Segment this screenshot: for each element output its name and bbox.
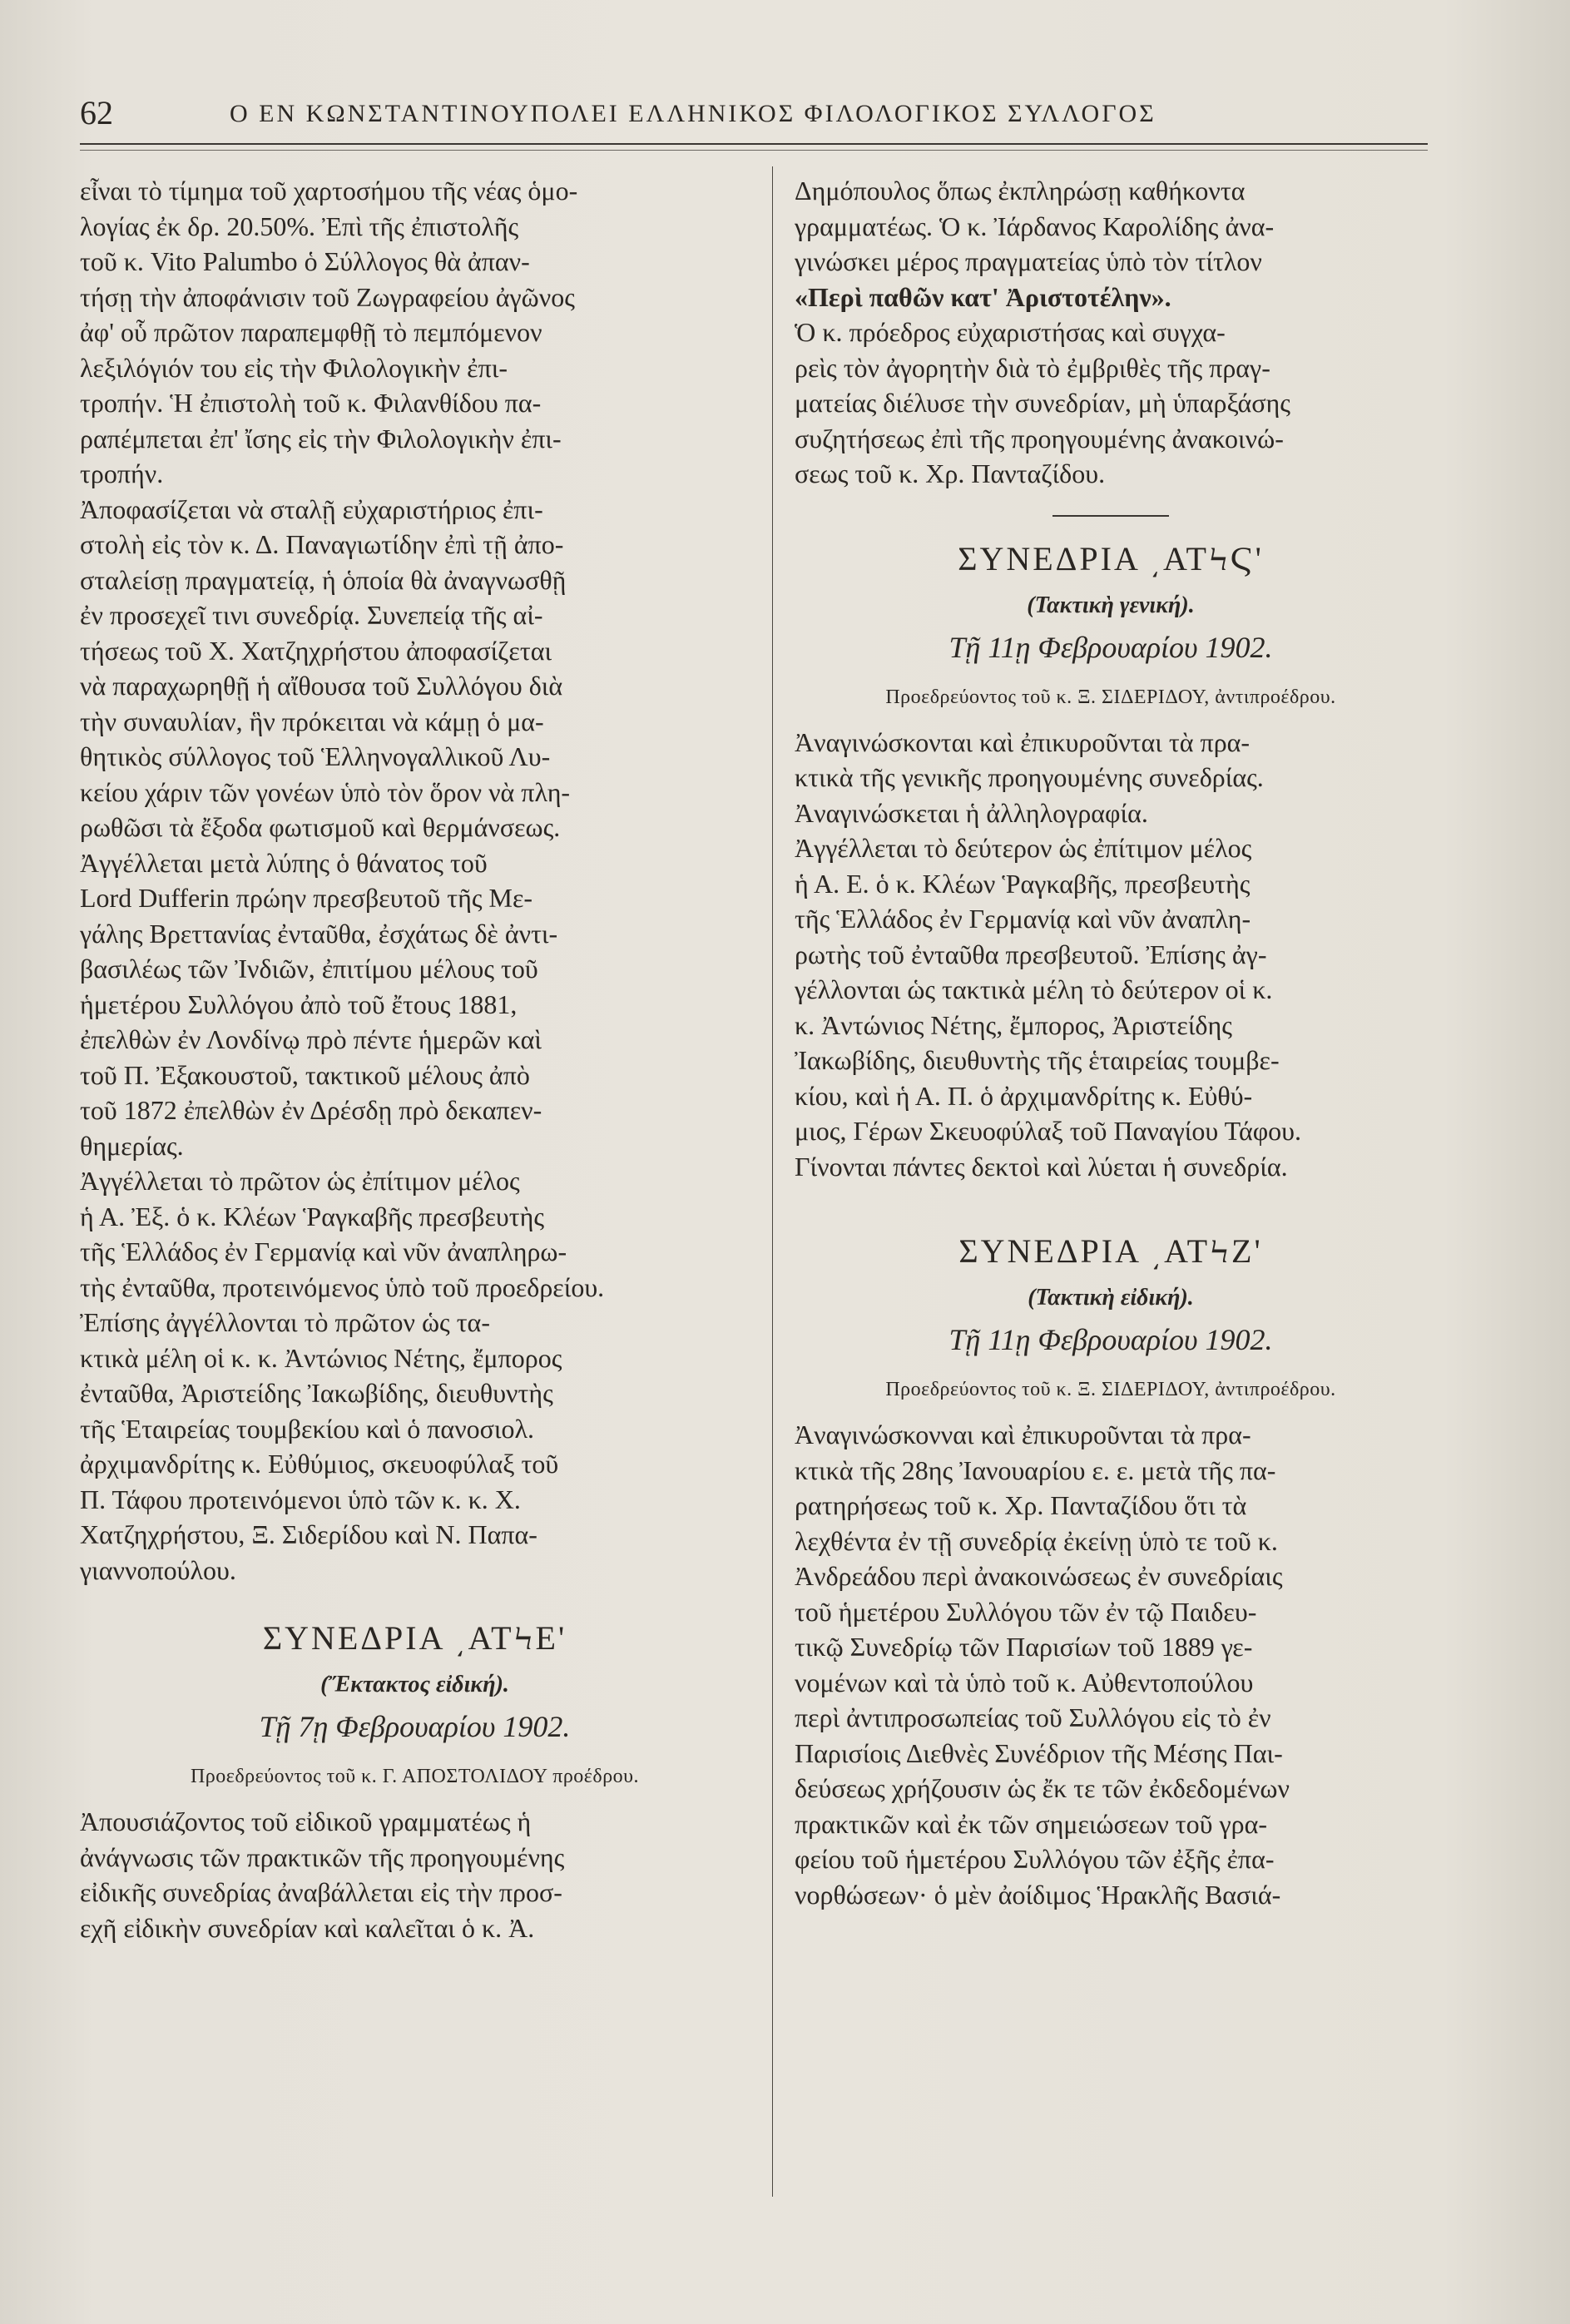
text-line: Παρισίοις Διεθνὲς Συνέδριον τῆς Μέσης Παι-	[795, 1737, 1283, 1768]
text-line: τοῦ ἡμετέρου Συλλόγου τῶν ἐν τῷ Παιδευ-	[795, 1596, 1257, 1627]
right-column	[795, 173, 1427, 1912]
text-line: Γίνονται πάντες δεκτοὶ καὶ λύεται ἡ συνεδρία.	[795, 1151, 1288, 1182]
text-line: ρεὶς τὸν ἀγορητὴν διὰ τὸ ἐμβριθὲς τῆς πραγ-	[795, 352, 1270, 383]
session-presiding: Προεδρεύοντος τοῦ κ. Γ. ΑΠΟΣΤΟΛΙΔΟΥ προέδρου.	[190, 1766, 640, 1787]
text-line: γινώσκει μέρος πραγματείας ὑπὸ τὸν τίτλον	[795, 246, 1262, 276]
text-line: ἡ Α. Ε. ὁ κ. Κλέων Ῥαγκαβῆς, πρεσβευτὴς	[795, 868, 1251, 899]
text-line: Ἀγγέλλεται μετὰ λύπης ὁ θάνατος τοῦ	[80, 847, 488, 878]
text-line: τοῦ Π. Ἐξακουστοῦ, τακτικοῦ μέλους ἀπὸ	[80, 1059, 530, 1090]
text-line: ἡμετέρου Συλλόγου ἀπὸ τοῦ ἔτους 1881,	[80, 989, 518, 1019]
text-line: λεξιλόγιόν του εἰς τὴν Φιλολογικὴν ἐπι-	[80, 352, 508, 383]
text-line: ἐν προσεχεῖ τινι συνεδρίᾳ. Συνεπείᾳ τῆς αἰ-	[80, 600, 543, 630]
text-line: εἰδικῆς συνεδρίας ἀναβάλλεται εἰς τὴν προσ-	[80, 1877, 562, 1907]
text-line: Ἀγγέλλεται τὸ δεύτερον ὡς ἐπίτιμον μέλος	[795, 833, 1252, 863]
text-line: τῆς Ἑταιρείας τουμβεκίου καὶ ὁ πανοσιολ.	[80, 1413, 535, 1444]
text-line: κτικὰ μέλη οἱ κ. κ. Ἀντώνιος Νέτης, ἔμπορος	[80, 1342, 562, 1373]
text-line: θημερίας.	[80, 1130, 184, 1161]
text-line: ρατηρήσεως τοῦ κ. Χρ. Πανταζίδου ὅτι τὰ	[795, 1490, 1247, 1520]
text-line: τροπήν. Ἡ ἐπιστολὴ τοῦ κ. Φιλανθίδου πα-	[80, 388, 542, 418]
text-line: νομένων καὶ τὰ ὑπὸ τοῦ κ. Αὐθεντοπούλου	[795, 1667, 1254, 1697]
text-line: μιος, Γέρων Σκευοφύλαξ τοῦ Παναγίου Τάφου.	[795, 1116, 1302, 1146]
text-line: σταλείσῃ πραγματείᾳ, ἡ ὁποία θὰ ἀναγνωσθῇ	[80, 564, 567, 595]
text-line: βασιλέως τῶν Ἰνδιῶν, ἐπιτίμου μέλους τοῦ	[80, 954, 538, 984]
session-936	[795, 539, 1427, 1185]
text-line: Ἀνδρεάδου περὶ ἀνακοινώσεως ἐν συνεδρίαις	[795, 1561, 1283, 1591]
text-line: τικῷ Συνεδρίῳ τῶν Παρισίων τοῦ 1889 γε-	[795, 1632, 1253, 1662]
text-line: γάλης Βρεττανίας ἐνταῦθα, ἐσχάτως δὲ ἀντι-	[80, 918, 558, 949]
text-line: Ἀπουσιάζοντος τοῦ εἰδικοῦ γραμματέως ἡ	[80, 1806, 532, 1836]
text-line: γραμματέως. Ὁ κ. Ἰάρδανος Καρολίδης ἀνα-	[795, 211, 1275, 241]
header-rule-thin	[80, 150, 1428, 151]
session-presiding: Προεδρεύοντος τοῦ κ. Ξ. ΣΙΔΕΡΙΔΟΥ, ἀντιπροέδρου.	[885, 686, 1336, 708]
text-line: θητικὸς σύλλογος τοῦ Ἑλληνογαλλικοῦ Λυ-	[80, 741, 551, 771]
text-line: εχῆ εἰδικὴν συνεδρίαν καὶ καλεῖται ὁ κ. Ἀ.	[80, 1912, 535, 1943]
text-line: ρωτὴς τοῦ ἐνταῦθα πρεσβευτοῦ. Ἐπίσης ἀγ-	[795, 939, 1267, 969]
section-rule	[1052, 515, 1169, 517]
text-line: Δημόπουλος ὅπως ἐκπληρώσῃ καθήκοντα	[795, 176, 1246, 206]
header-rule	[80, 143, 1428, 145]
text-line: τροπήν.	[80, 458, 164, 488]
session-date: Τῇ 11ῃ Φεβρουαρίου 1902.	[948, 1323, 1273, 1356]
session-date: Τῇ 11ῃ Φεβρουαρίου 1902.	[948, 630, 1273, 664]
running-head: Ο ΕΝ ΚΩΝΣΤΑΝΤΙΝΟΥΠΟΛΕΙ ΕΛΛΗΝΙΚΟΣ ΦΙΛΟΛΟΓΙΚΟΣ ΣΥΛΛΟΓΟΣ	[230, 100, 1156, 127]
session-937	[795, 1234, 1427, 1912]
session-935	[80, 1621, 750, 1945]
text-line: ρωθῶσι τὰ ἔξοδα φωτισμοῦ καὶ θερμάνσεως.	[80, 812, 561, 842]
text-line: εἶναι τὸ τίμημα τοῦ χαρτοσήμου τῆς νέας ὁμο-	[80, 176, 578, 206]
text-line: ἀφ' οὗ πρῶτον παραπεμφθῇ τὸ πεμπόμενον	[80, 317, 542, 347]
text-line: λεχθέντα ἐν τῇ συνεδρίᾳ ἐκείνῃ ὑπὸ τε τοῦ κ.	[795, 1525, 1278, 1556]
text-line: Ὁ κ. πρόεδρος εὐχαριστήσας καὶ συγχα-	[795, 317, 1226, 347]
column-divider	[772, 166, 773, 2197]
text-line: Ἀγγέλλεται τὸ πρῶτον ὡς ἐπίτιμον μέλος	[80, 1166, 520, 1196]
text-line: ἐπελθὼν ἐν Λονδίνῳ πρὸ πέντε ἡμερῶν καὶ	[80, 1024, 542, 1054]
text-line: ἀνάγνωσις τῶν πρακτικῶν τῆς προηγουμένης	[80, 1841, 565, 1872]
text-line: κτικὰ τῆς 28ης Ἰανουαρίου ε. ε. μετὰ τῆς πα-	[795, 1454, 1276, 1485]
session-presiding: Προεδρεύοντος τοῦ κ. Ξ. ΣΙΔΕΡΙΔΟΥ, ἀντιπροέδρου.	[885, 1379, 1336, 1400]
text-line: κίου, καὶ ἡ Α. Π. ὁ ἀρχιμανδρίτης κ. Εὐθύ-	[795, 1080, 1253, 1111]
session-type: (Τακτικὴ γενική).	[1027, 592, 1195, 618]
text-line: πρακτικῶν καὶ ἐκ τῶν σημειώσεων τοῦ γρα-	[795, 1808, 1268, 1839]
text-line: κείου χάριν τῶν γονέων ὑπὸ τὸν ὅρον νὰ πλη-	[80, 776, 571, 807]
session-type: (Ἔκτακτος εἰδική).	[320, 1672, 509, 1697]
text-line: τοῦ κ. Vito Palumbo ὁ Σύλλογος θὰ ἀπαν-	[80, 246, 530, 276]
text-line: «Περὶ παθῶν κατ' Ἀριστοτέλην».	[795, 281, 1171, 312]
text-line: Ἀναγινώσκονται καὶ ἐπικυροῦνται τὰ πρα-	[795, 726, 1251, 757]
text-line: Ἀναγινώσκεται ἡ ἀλληλογραφία.	[795, 797, 1148, 828]
text-line: φείου τοῦ ἡμετέρου Συλλόγου τῶν ἐξῆς ἐπα-	[795, 1844, 1275, 1874]
text-line: ἡ Α. Ἐξ. ὁ κ. Κλέων Ῥαγκαβῆς πρεσβευτὴς	[80, 1201, 545, 1231]
session-date: Τῇ 7ῃ Φεβρουαρίου 1902.	[259, 1710, 571, 1743]
text-line: ματείας διέλυσε τὴν συνεδρίαν, μὴ ὑπαρξάσης	[795, 388, 1290, 418]
text-line: Ἀναγινώσκονναι καὶ ἐπικυροῦνται τὰ πρα-	[795, 1420, 1251, 1449]
page-header	[80, 93, 1428, 135]
text-line: ἀρχιμανδρίτης κ. Εὐθύμιος, σκευοφύλαξ τοῦ	[80, 1449, 559, 1479]
text-line: τήσῃ τὴν ἀποφάνισιν τοῦ Ζωγραφείου ἀγῶνος	[80, 281, 575, 312]
text-line: νορθώσεων· ὁ μὲν ἀοίδιμος Ἡρακλῆς Βασιά-	[795, 1879, 1281, 1910]
text-line: ἐνταῦθα, Ἀριστείδης Ἰακωβίδης, διευθυντὴς	[80, 1378, 553, 1408]
text-line: κτικὰ τῆς γενικῆς προηγουμένης συνεδρίας.	[795, 762, 1264, 792]
session-heading: ΣΥΝΕΔΡΙΑ ͵ΑΤϞΕ'	[262, 1619, 567, 1657]
text-line: Ἐπίσης ἀγγέλλονται τὸ πρῶτον ὡς τα-	[80, 1307, 490, 1337]
session-type: (Τακτικὴ εἰδική).	[1028, 1285, 1194, 1311]
page-number: 62	[80, 94, 113, 131]
text-line: ραπέμπεται ἐπ' ἴσης εἰς τὴν Φιλολογικὴν ἐπι-	[80, 423, 562, 453]
left-paragraphs	[80, 173, 750, 1588]
text-line: γέλλονται ὡς τακτικὰ μέλη τὸ δεύτερον οἱ κ.	[795, 974, 1273, 1004]
text-line: γιαννοπούλου.	[80, 1554, 236, 1585]
left-column	[80, 173, 750, 1945]
text-line: Lord Dufferin πρώην πρεσβευτοῦ τῆς Με-	[80, 883, 533, 913]
right-intro	[795, 173, 1427, 492]
text-line: Π. Τάφου προτεινόμενοι ὑπὸ τῶν κ. κ. Χ.	[80, 1484, 521, 1514]
session-heading: ΣΥΝΕΔΡΙΑ ͵ΑΤϞΖ'	[958, 1232, 1263, 1270]
text-line: τήσεως τοῦ Χ. Χατζηχρήστου ἀποφασίζεται	[80, 635, 552, 666]
text-line: περὶ ἀντιπροσωπείας τοῦ Συλλόγου εἰς τὸ ἐν	[795, 1702, 1271, 1732]
text-line: τὴς ἐνταῦθα, προτεινόμενος ὑπὸ τοῦ προεδρείου.	[80, 1271, 605, 1302]
text-line: νὰ παραχωρηθῇ ἡ αἴθουσα τοῦ Συλλόγου διὰ	[80, 671, 563, 701]
text-line: λογίας ἐκ δρ. 20.50%. Ἐπὶ τῆς ἐπιστολῆς	[80, 211, 519, 241]
text-line: κ. Ἀντώνιος Νέτης, ἔμπορος, Ἀριστείδης	[795, 1009, 1232, 1040]
text-line: τὴν συναυλίαν, ἣν πρόκειται νὰ κάμῃ ὁ μα-	[80, 706, 544, 736]
text-line: σεως τοῦ κ. Χρ. Πανταζίδου.	[795, 458, 1106, 488]
text-line: τῆς Ἑλλάδος ἐν Γερμανίᾳ καὶ νῦν ἀναπλη-	[795, 904, 1251, 934]
session-heading: ΣΥΝΕΔΡΙΑ ͵ΑΤϞϚ'	[958, 539, 1264, 577]
text-line: στολὴ εἰς τὸν κ. Δ. Παναγιωτίδην ἐπὶ τῇ ἀπο-	[80, 529, 564, 559]
text-line: Ἀποφασίζεται νὰ σταλῇ εὐχαριστήριος ἐπι-	[80, 493, 543, 524]
text-line: Χατζηχρήστου, Ξ. Σιδερίδου καὶ Ν. Παπα-	[80, 1519, 537, 1549]
text-line: δεύσεως χρήζουσιν ὡς ἔκ τε τῶν ἐκδεδομένων	[795, 1773, 1290, 1803]
text-line: Ἰακωβίδης, διευθυντὴς τῆς ἑταιρείας τουμβε-	[795, 1045, 1280, 1075]
text-line: τῆς Ἑλλάδος ἐν Γερμανίᾳ καὶ νῦν ἀναπληρω-	[80, 1236, 567, 1266]
text-line: τοῦ 1872 ἐπελθὼν ἐν Δρέσδῃ πρὸ δεκαπεν-	[80, 1095, 542, 1125]
text-line: συζητήσεως ἐπὶ τῆς προηγουμένης ἀνακοινώ-	[795, 423, 1284, 453]
